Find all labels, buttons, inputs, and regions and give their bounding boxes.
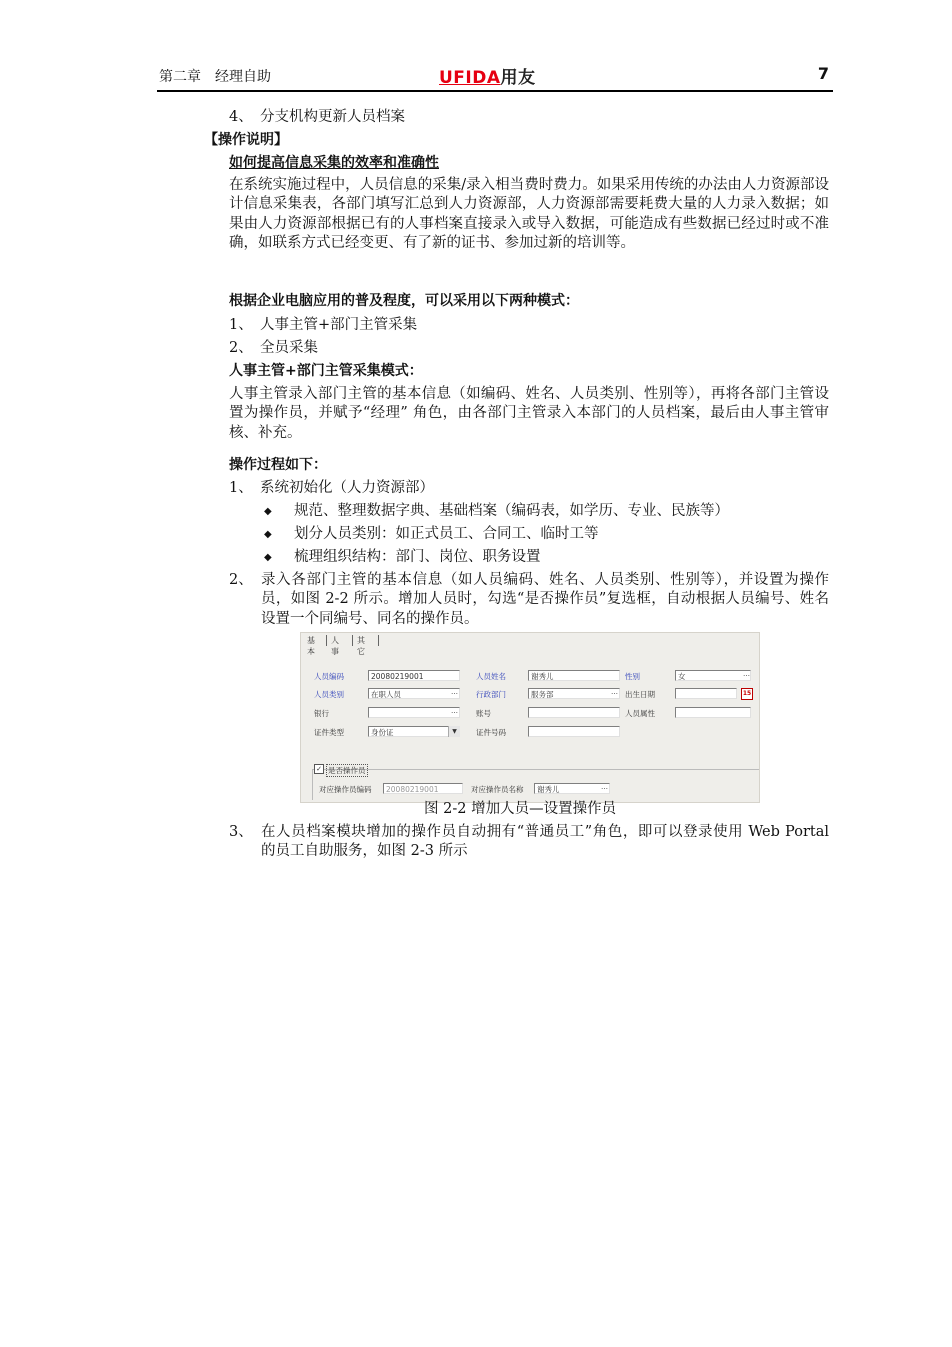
- ellipsis-icon[interactable]: …: [611, 688, 618, 696]
- subheading-efficiency: 如何提高信息采集的效率和准确性: [229, 155, 439, 171]
- dept-field[interactable]: 服务部: [528, 688, 620, 699]
- idtype-label: 证件类型: [314, 728, 344, 737]
- bank-label: 银行: [314, 709, 329, 718]
- attr-field[interactable]: [675, 707, 751, 718]
- ellipsis-icon[interactable]: …: [601, 783, 608, 791]
- account-field[interactable]: [528, 707, 620, 718]
- paragraph-intro: 在系统实施过程中，人员信息的采集/录入相当费时费力。如果采用传统的办法由人力资源部设计信息采集表，各部门填写汇总到人力资源部，人力资源部需要耗费大量的人力录入数据；如果由人力资源部根据已有的人事档案直接录入或导入数据，可能造成有些数据已经过时或不准确，如联系方式已经变更、有了新的证书、参加过新的培训等。: [229, 177, 829, 251]
- tab-other[interactable]: 其它: [357, 636, 365, 656]
- name-field[interactable]: 谢秀儿: [528, 670, 620, 681]
- op-name-label: 对应操作员名称: [471, 785, 524, 794]
- step-3-number: 3、: [229, 824, 253, 840]
- chevron-down-icon[interactable]: ▼: [448, 726, 460, 737]
- is-operator-label: 是否操作员: [328, 766, 366, 775]
- ufida-logo: UFIDA用友: [439, 68, 536, 88]
- subheading-hr-mode: 人事主管+部门主管采集模式：: [229, 363, 423, 379]
- step-2-number: 2、: [229, 572, 253, 588]
- bullet-item: 划分人员类别：如正式员工、合同工、临时工等: [294, 526, 599, 542]
- bullet-item: 梳理组织结构：部门、岗位、职务设置: [294, 549, 541, 565]
- calendar-icon[interactable]: 15: [741, 688, 753, 700]
- list-item-4: 4、 分支机构更新人员档案: [229, 109, 405, 125]
- section-heading: 【操作说明】: [204, 132, 288, 148]
- birth-label: 出生日期: [625, 690, 655, 699]
- idno-label: 证件号码: [476, 728, 506, 737]
- code-field[interactable]: 20080219001: [368, 670, 460, 681]
- step-3-text: 在人员档案模块增加的操作员自动拥有“普通员工”角色，即可以登录使用 Web Portal 的员工自助服务，如图 2-3 所示: [261, 824, 829, 860]
- account-label: 账号: [476, 709, 491, 718]
- birth-field[interactable]: [675, 688, 737, 699]
- gender-label: 性别: [625, 672, 640, 681]
- page-number: 7: [817, 64, 829, 83]
- form-screenshot: [300, 632, 760, 803]
- ellipsis-icon[interactable]: …: [451, 688, 458, 696]
- ellipsis-icon[interactable]: …: [743, 670, 750, 678]
- bullet-icon: ◆: [264, 552, 272, 563]
- op-code-field[interactable]: 20080219001: [383, 783, 463, 794]
- bank-field[interactable]: [368, 707, 460, 718]
- page-header: [157, 66, 833, 92]
- subheading-process: 操作过程如下：: [229, 457, 327, 473]
- dept-label: 行政部门: [476, 690, 506, 699]
- op-name-field[interactable]: 谢秀儿: [534, 783, 610, 794]
- category-field[interactable]: 在职人员: [368, 688, 460, 699]
- bullet-icon: ◆: [264, 529, 272, 540]
- op-code-label: 对应操作员编码: [319, 785, 372, 794]
- step-2-text: 录入各部门主管的基本信息（如人员编码、姓名、人员类别、性别等），并设置为操作员，如图 2-2 所示。增加人员时，勾选“是否操作员”复选框，自动根据人员编号、姓名设置一个同编号、同名的操作员。: [261, 572, 829, 627]
- idno-field[interactable]: [528, 726, 620, 737]
- paragraph-hr-mode: 人事主管录入部门主管的基本信息（如编码、姓名、人员类别、性别等），再将各部门主管设置为操作员，并赋予“经理” 角色，由各部门主管录入本部门的人员档案，最后由人事主管审核、补充。: [229, 386, 829, 441]
- is-operator-checkbox[interactable]: ✓: [314, 764, 324, 774]
- attr-label: 人员属性: [625, 709, 655, 718]
- bullet-icon: ◆: [264, 506, 272, 517]
- bullet-item: 规范、整理数据字典、基础档案（编码表，如学历、专业、民族等）: [294, 503, 729, 519]
- gender-field[interactable]: 女: [675, 670, 751, 681]
- code-label: 人员编码: [314, 672, 344, 681]
- name-label: 人员姓名: [476, 672, 506, 681]
- step-1: 1、 系统初始化（人力资源部）: [229, 480, 434, 496]
- ellipsis-icon[interactable]: …: [451, 707, 458, 715]
- tab-personnel[interactable]: 人事: [331, 636, 339, 656]
- chapter-title: 第二章 经理自助: [159, 69, 271, 85]
- tab-basic[interactable]: 基本: [307, 636, 315, 656]
- mode-item-1: 1、 人事主管+部门主管采集: [229, 317, 418, 333]
- idtype-select[interactable]: 身份证: [368, 726, 460, 737]
- figure-caption: 图 2-2 增加人员—设置操作员: [424, 801, 617, 817]
- mode-item-2: 2、 全员采集: [229, 340, 318, 356]
- subheading-modes: 根据企业电脑应用的普及程度，可以采用以下两种模式：: [229, 293, 579, 309]
- category-label: 人员类别: [314, 690, 344, 699]
